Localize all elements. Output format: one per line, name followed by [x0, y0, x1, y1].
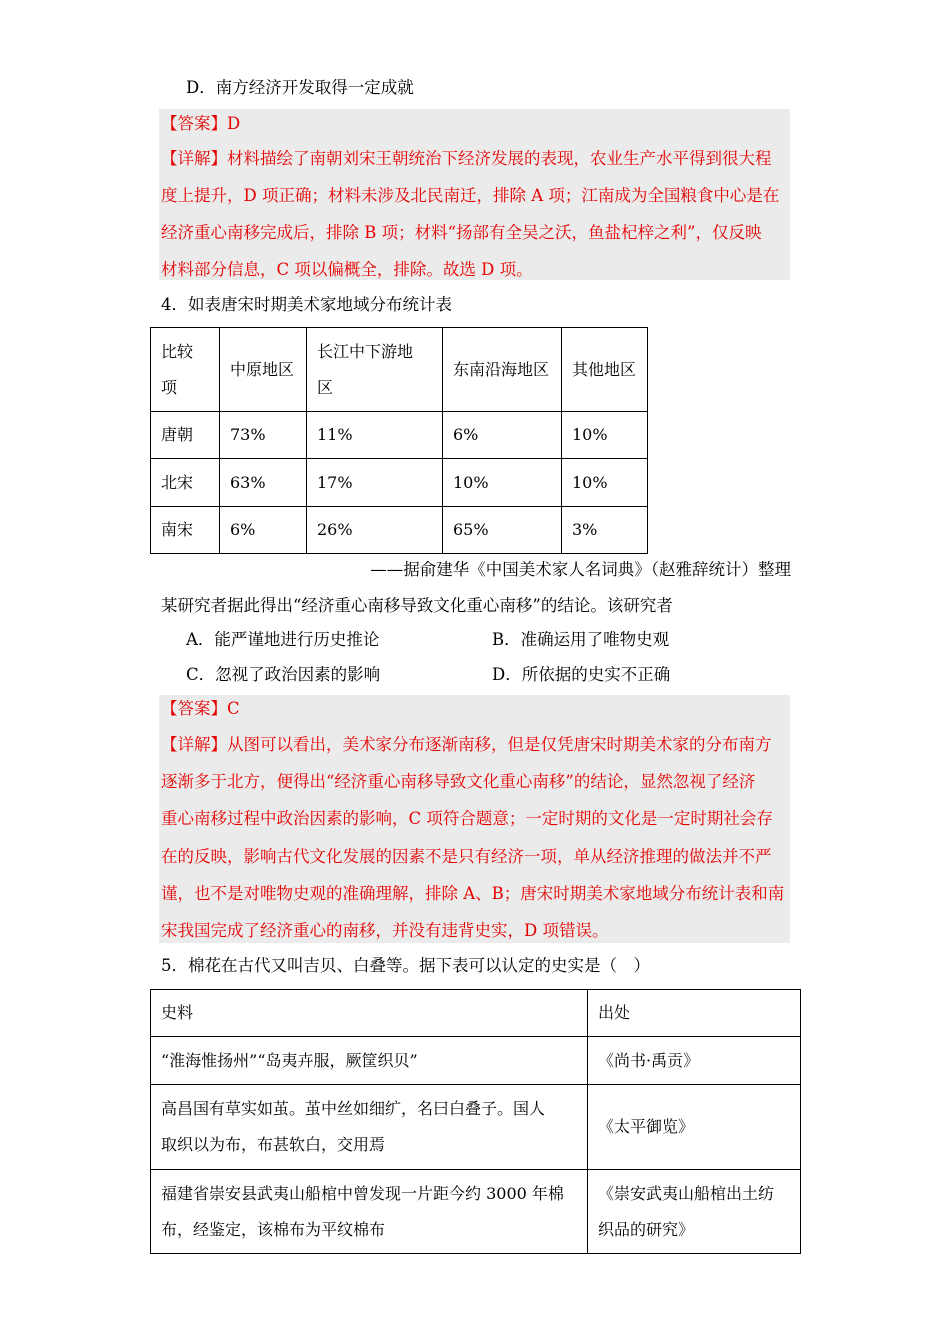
cotton-sources-table — [150, 989, 801, 1254]
question-stem: 5．棉花在古代又叫吉贝、白叠等。据下表可以认定的史实是（ ） — [161, 956, 650, 975]
answer-label: 【答案】 — [161, 114, 227, 133]
detail-line: 宋我国完成了经济重心的南移，并没有违背史实，D 项错误。 — [161, 921, 609, 940]
table-cell: 北宋 — [151, 459, 220, 507]
detail-label: 【详解】 — [161, 735, 227, 754]
detail-line: 逐渐多于北方，便得出“经济重心南移导致文化重心南移”的结论，显然忽视了经济 — [161, 772, 756, 791]
detail-line: 谨，也不是对唯物史观的准确理解，排除 A、B；唐宋时期美术家地域分布统计表和南 — [161, 884, 785, 903]
table-cell: 3% — [562, 507, 648, 554]
table-row — [151, 1170, 801, 1254]
detail-line: 重心南移过程中政治因素的影响，C 项符合题意；一定时期的文化是一定时期社会存 — [161, 809, 773, 828]
answer-value: D — [227, 114, 241, 133]
table-cell: 17% — [307, 459, 443, 507]
table-row — [151, 1037, 801, 1085]
table-header-cell: 中原地区 — [220, 328, 307, 412]
table-cell: 26% — [307, 507, 443, 554]
table-cell: “淮海惟扬州”“岛夷卉服，厥筐织贝” — [151, 1037, 588, 1085]
detail-text: 材料描绘了南朝刘宋王朝统治下经济发展的表现，农业生产水平得到很大程 — [227, 149, 772, 168]
detail-line: 经济重心南移完成后，排除 B 项；材料“扬部有全吴之沃，鱼盐杞梓之利”，仅反映 — [161, 223, 762, 242]
table-header-cell: 出处 — [588, 990, 801, 1037]
detail-line — [161, 148, 772, 170]
answer-value: C — [227, 699, 240, 718]
option-b: B．准确运用了唯物史观 — [492, 630, 670, 649]
table-cell: 福建省崇安县武夷山船棺中曾发现一片距今约 3000 年棉 布，经鉴定，该棉布为平纹棉布 — [151, 1170, 588, 1254]
table-header-cell: 其他地区 — [562, 328, 648, 412]
table-header-cell: 比较 项 — [151, 328, 220, 412]
detail-text: 从图可以看出，美术家分布逐渐南移，但是仅凭唐宋时期美术家的分布南方 — [227, 735, 772, 754]
table-cell: 65% — [443, 507, 562, 554]
table-cell: 6% — [443, 412, 562, 459]
table-header-cell: 东南沿海地区 — [443, 328, 562, 412]
option-c: C．忽视了政治因素的影响 — [186, 665, 381, 684]
table-cell: 《崇安武夷山船棺出土纺 织品的研究》 — [588, 1170, 801, 1254]
answer-line — [161, 113, 240, 135]
table-row — [151, 412, 648, 459]
table-cell: 73% — [220, 412, 307, 459]
answer-line — [161, 698, 240, 720]
detail-label: 【详解】 — [161, 149, 227, 168]
table-cell: 唐朝 — [151, 412, 220, 459]
answer-label: 【答案】 — [161, 699, 227, 718]
detail-line — [161, 734, 772, 756]
table-header-row — [151, 990, 801, 1037]
artist-distribution-table — [150, 327, 648, 554]
option-d: D．南方经济开发取得一定成就 — [186, 78, 414, 97]
detail-line: 度上提升，D 项正确；材料未涉及北民南迁，排除 A 项；江南成为全国粮食中心是在 — [161, 186, 780, 205]
question-text: 某研究者据此得出“经济重心南移导致文化重心南移”的结论。该研究者 — [161, 596, 673, 615]
table-source: ——据俞建华《中国美术家人名词典》（赵雅辞统计）整理 — [370, 560, 791, 579]
table-cell: 10% — [562, 459, 648, 507]
option-d: D．所依据的史实不正确 — [492, 665, 671, 684]
table-row — [151, 459, 648, 507]
detail-line: 在的反映，影响古代文化发展的因素不是只有经济一项，单从经济推理的做法并不严 — [161, 847, 772, 866]
table-cell: 10% — [443, 459, 562, 507]
table-row — [151, 1085, 801, 1170]
table-cell: 高昌国有草实如茧。茧中丝如细纩，名曰白叠子。国人 取织以为布，布甚软白，交用焉 — [151, 1085, 588, 1170]
table-header-cell: 史料 — [151, 990, 588, 1037]
table-cell: 6% — [220, 507, 307, 554]
detail-line: 材料部分信息，C 项以偏概全，排除。故选 D 项。 — [161, 260, 533, 279]
table-cell: 《太平御览》 — [588, 1085, 801, 1170]
table-cell: 南宋 — [151, 507, 220, 554]
table-cell: 《尚书·禹贡》 — [588, 1037, 801, 1085]
table-cell: 63% — [220, 459, 307, 507]
table-header-cell: 长江中下游地 区 — [307, 328, 443, 412]
table-header-row — [151, 328, 648, 412]
table-cell: 11% — [307, 412, 443, 459]
question-stem: 4．如表唐宋时期美术家地域分布统计表 — [161, 295, 452, 314]
option-a: A．能严谨地进行历史推论 — [186, 630, 380, 649]
table-row — [151, 507, 648, 554]
table-cell: 10% — [562, 412, 648, 459]
